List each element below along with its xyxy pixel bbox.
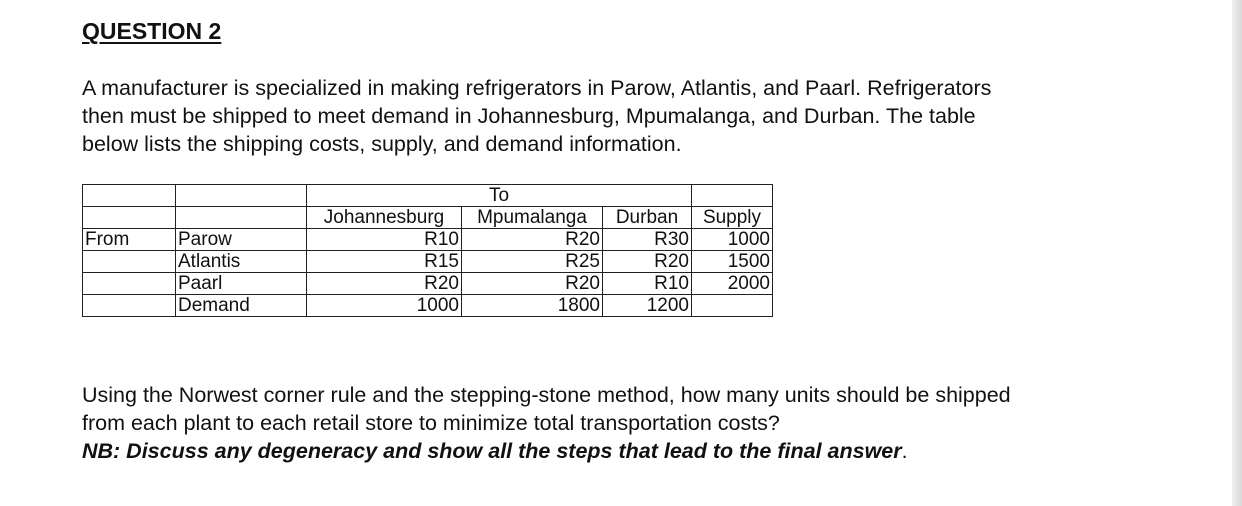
column-header-mpumalanga: Mpumalanga [462,207,603,229]
row-label: Demand [176,295,307,317]
table-cell: R30 [603,229,692,251]
table-cell-empty [692,185,773,207]
table-cell-empty [83,295,176,317]
row-label: Atlantis [176,251,307,273]
intro-line: then must be shipped to meet demand in Johannesburg, Mpumalanga, and Durban. The table [82,104,976,128]
transportation-table [82,184,773,317]
table-cell-empty [176,207,307,229]
table-cell-empty [83,207,176,229]
table-cell: 1000 [307,295,462,317]
table-cell: R20 [603,251,692,273]
table-cell: R20 [307,273,462,295]
table-cell: 2000 [692,273,773,295]
table-row [83,251,773,273]
intro-paragraph [82,74,991,158]
page-edge-shadow [1232,0,1242,506]
table-cell-empty [83,273,176,295]
intro-line: below lists the shipping costs, supply, and demand information. [82,132,682,156]
nb-note: NB: Discuss any degeneracy and show all the steps that lead to the final answer [82,439,902,463]
question-line: from each plant to each retail store to minimize total transportation costs? [82,411,780,435]
table-header-row-to [83,185,773,207]
table-cell: 1200 [603,295,692,317]
table-cell: 1500 [692,251,773,273]
question-paragraph [82,381,1011,465]
column-header-durban: Durban [603,207,692,229]
column-header-supply: Supply [692,207,773,229]
question-line: Using the Norwest corner rule and the stepping-stone method, how many units should be shipped [82,383,1011,407]
row-label: Paarl [176,273,307,295]
table-cell: R20 [462,273,603,295]
table-cell-empty [83,185,176,207]
question-title: QUESTION 2 [82,18,222,44]
table-cell: R25 [462,251,603,273]
table-row [83,295,773,317]
table-cell: 1000 [692,229,773,251]
table-cell [692,295,773,317]
row-label: Parow [176,229,307,251]
table-cell-empty [176,185,307,207]
table-row [83,273,773,295]
table-cell: R15 [307,251,462,273]
intro-line: A manufacturer is specialized in making refrigerators in Parow, Atlantis, and Paarl. Refrigerators [82,76,992,100]
table-header-row-columns [83,207,773,229]
nb-period: . [901,439,908,463]
table-cell: R10 [603,273,692,295]
column-header-johannesburg: Johannesburg [307,207,462,229]
table-cell-empty [83,251,176,273]
table-row [83,229,773,251]
table-cell: R10 [307,229,462,251]
table-cell: 1800 [462,295,603,317]
to-header: To [307,185,692,207]
table-cell: R20 [462,229,603,251]
from-label: From [83,229,176,251]
